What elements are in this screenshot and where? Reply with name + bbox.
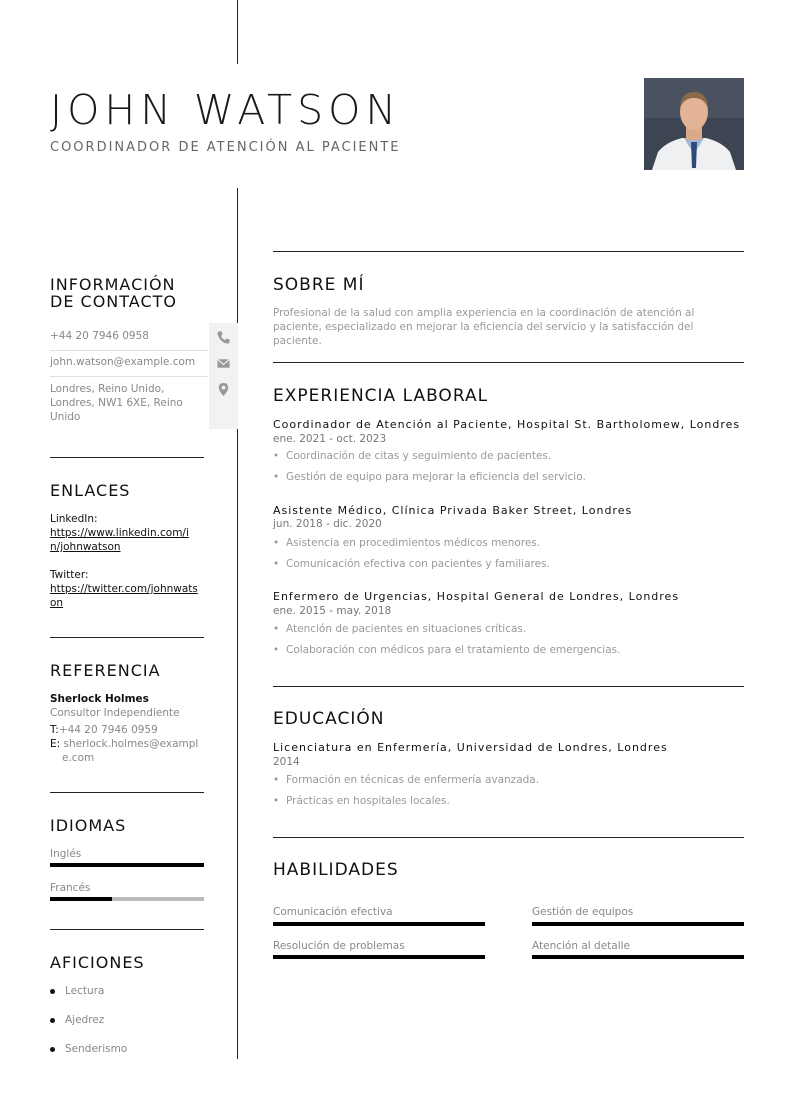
job-title: Asistente Médico, Clínica Privada Baker Street, Londres: [273, 504, 633, 517]
skill-level-bar: [532, 955, 744, 959]
url-line[interactable]: n/johnwatson: [50, 541, 121, 553]
job-bullet: • Asistencia en procedimientos médicos menores.: [273, 537, 541, 549]
bullet-text: Gestión de equipo para mejorar la eficiencia del servicio.: [286, 471, 586, 483]
skill-level-bar: [273, 955, 485, 959]
contact-heading: [50, 276, 204, 310]
skill-level-bar: [532, 922, 744, 926]
bullet-text: Formación en técnicas de enfermería avanzada.: [286, 774, 540, 786]
link-twitter: [50, 568, 204, 610]
hobby-label: Senderismo: [65, 1043, 128, 1055]
job-bullet: • Atención de pacientes en situaciones críticas.: [273, 623, 527, 635]
language-level-fill: [50, 897, 112, 901]
reference-heading: REFERENCIA: [50, 661, 161, 680]
reference-email-row: [50, 737, 204, 765]
languages-heading: IDIOMAS: [50, 816, 127, 835]
candidate-role: COORDINADOR DE ATENCIÓN AL PACIENTE: [50, 140, 401, 155]
about-heading: SOBRE MÍ: [273, 275, 365, 295]
section-rule: [273, 837, 744, 838]
reference-email-cont[interactable]: e.com: [62, 752, 95, 764]
bullet-text: Prácticas en hospitales locales.: [286, 795, 450, 807]
experience-heading: EXPERIENCIA LABORAL: [273, 386, 489, 406]
job-bullet: • Gestión de equipo para mejorar la eficiencia del servicio.: [273, 471, 586, 483]
section-rule: [50, 457, 204, 458]
skill-label: Atención al detalle: [532, 940, 630, 952]
contact-heading-line2: DE CONTACTO: [50, 292, 177, 311]
linkedin-url[interactable]: [50, 526, 204, 554]
hobbies-heading: AFICIONES: [50, 953, 145, 972]
skill-label: Comunicación efectiva: [273, 906, 393, 918]
link-label: LinkedIn:: [50, 513, 98, 525]
reference-block: [50, 692, 204, 765]
reference-phone-row: [50, 723, 204, 737]
hobby-label: Ajedrez: [65, 1014, 105, 1026]
bullet-text: Atención de pacientes en situaciones críticas.: [286, 623, 527, 635]
link-linkedin: [50, 512, 204, 554]
reference-phone[interactable]: +44 20 7946 0959: [58, 724, 158, 736]
contact-address: [50, 382, 208, 424]
section-rule: [273, 362, 744, 363]
language-name: Inglés: [50, 848, 82, 860]
about-line: paciente, especializado en mejorar la eficiencia del servicio y la satisfacción del paciente.: [273, 321, 694, 347]
top-divider-line: [237, 0, 238, 64]
job-bullet: • Colaboración con médicos para el tratamiento de emergencias.: [273, 644, 621, 656]
about-line: Profesional de la salud con amplia experiencia en la coordinación de atención al: [273, 307, 695, 319]
profile-photo: [644, 78, 744, 170]
job-title: Coordinador de Atención al Paciente, Hospital St. Bartholomew, Londres: [273, 418, 741, 431]
hobby-item: [50, 1014, 104, 1026]
hobby-item: [50, 1043, 127, 1055]
links-heading: ENLACES: [50, 481, 131, 500]
about-text: [273, 306, 744, 348]
language-bar: [50, 863, 204, 867]
address-line: Londres, NW1 6XE, Reino: [50, 397, 183, 409]
reference-name: Sherlock Holmes: [50, 693, 149, 705]
degree-title: Licenciatura en Enfermería, Universidad de Londres, Londres: [273, 741, 668, 754]
address-line: Londres, Reino Unido,: [50, 383, 165, 395]
reference-email-label: E:: [50, 738, 61, 750]
contact-icon-strip: [209, 323, 238, 429]
contact-phone[interactable]: +44 20 7946 0958: [50, 330, 149, 342]
bullet-text: Asistencia en procedimientos médicos menores.: [286, 537, 541, 549]
bullet-text: Colaboración con médicos para el tratamiento de emergencias.: [286, 644, 621, 656]
link-label: Twitter:: [50, 569, 89, 581]
twitter-url[interactable]: [50, 582, 204, 610]
bullet-dot: [50, 989, 55, 994]
job-bullet: • Coordinación de citas y seguimiento de pacientes.: [273, 450, 552, 462]
skill-level-bar: [273, 922, 485, 926]
contact-separator: [50, 376, 208, 377]
section-rule: [50, 637, 204, 638]
contact-separator: [50, 350, 208, 351]
url-line[interactable]: https://twitter.com/johnwats: [50, 583, 198, 595]
column-divider-line: [237, 188, 238, 1059]
education-bullet: • Prácticas en hospitales locales.: [273, 795, 450, 807]
contact-heading-line1: INFORMACIÓN: [50, 275, 176, 294]
url-line[interactable]: on: [50, 597, 64, 609]
bullet-dot: [50, 1018, 55, 1023]
section-rule: [273, 686, 744, 687]
section-rule: [50, 929, 204, 930]
skills-heading: HABILIDADES: [273, 860, 399, 880]
section-rule: [273, 251, 744, 252]
phone-icon: [216, 330, 231, 345]
job-title: Enfermero de Urgencias, Hospital General de Londres, Londres: [273, 590, 680, 603]
bullet-text: Comunicación efectiva con pacientes y familiares.: [286, 558, 550, 570]
contact-email[interactable]: john.watson@example.com: [50, 356, 196, 368]
degree-year: 2014: [273, 756, 300, 768]
reference-title: Consultor Independiente: [50, 707, 180, 719]
email-icon: [216, 356, 231, 371]
reference-phone-label: T:: [50, 724, 59, 736]
bullet-text: Coordinación de citas y seguimiento de pacientes.: [286, 450, 552, 462]
section-rule: [50, 792, 204, 793]
skill-label: Gestión de equipos: [532, 906, 634, 918]
address-line: Unido: [50, 411, 81, 423]
hobby-item: [50, 985, 104, 997]
reference-email[interactable]: sherlock.holmes@exampl: [63, 738, 199, 750]
education-bullet: • Formación en técnicas de enfermería avanzada.: [273, 774, 540, 786]
job-dates: jun. 2018 - dic. 2020: [273, 518, 382, 530]
education-heading: EDUCACIÓN: [273, 709, 385, 729]
candidate-name: JOHN WATSON: [50, 86, 402, 134]
url-line[interactable]: https://www.linkedin.com/i: [50, 527, 189, 539]
location-icon: [216, 382, 231, 397]
language-bar: [50, 897, 204, 901]
language-name: Francés: [50, 882, 91, 894]
bullet-dot: [50, 1047, 55, 1052]
job-dates: ene. 2015 - may. 2018: [273, 605, 392, 617]
hobby-label: Lectura: [65, 985, 105, 997]
language-level-fill: [50, 863, 204, 867]
skill-label: Resolución de problemas: [273, 940, 405, 952]
job-dates: ene. 2021 - oct. 2023: [273, 433, 387, 445]
job-bullet: • Comunicación efectiva con pacientes y familiares.: [273, 558, 550, 570]
